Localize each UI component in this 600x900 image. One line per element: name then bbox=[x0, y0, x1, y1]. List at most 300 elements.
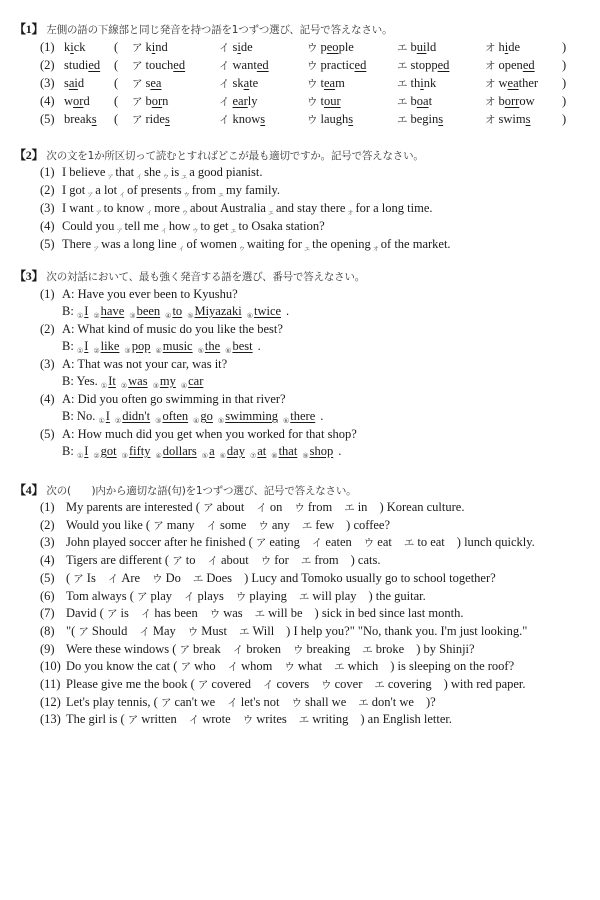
underlined-part: ui bbox=[416, 40, 427, 54]
option-label: ア bbox=[172, 555, 183, 567]
word: a bbox=[209, 444, 215, 458]
option-label: ウ bbox=[260, 555, 272, 567]
option-word: think bbox=[410, 76, 437, 90]
sentence-segment: waiting for bbox=[246, 237, 303, 251]
option-label: エ bbox=[301, 520, 313, 532]
option-text: which bbox=[347, 659, 379, 673]
question-row bbox=[0, 498, 600, 516]
sentence-segment: my family. bbox=[226, 183, 281, 197]
section-number: 【2】 bbox=[14, 148, 44, 162]
answer-option bbox=[219, 110, 265, 129]
sentence-after: )? bbox=[425, 695, 436, 709]
dialog-line-b bbox=[0, 372, 600, 390]
question-row bbox=[0, 181, 600, 199]
option-label: ア bbox=[153, 520, 164, 532]
numbered-word bbox=[153, 374, 176, 388]
word-number: ⑥ bbox=[246, 312, 253, 320]
question-row bbox=[0, 675, 600, 693]
answer-option bbox=[132, 38, 168, 57]
sentence-end: . bbox=[257, 339, 261, 353]
option-label: ウ bbox=[293, 644, 304, 656]
option-text: broken bbox=[246, 642, 282, 656]
numbered-word bbox=[247, 304, 281, 318]
option-text: eating bbox=[269, 535, 300, 549]
question-row bbox=[0, 622, 600, 640]
word-number: ⑥ bbox=[282, 417, 290, 425]
option-label: ウ bbox=[235, 591, 247, 603]
word-number: ④ bbox=[180, 382, 188, 390]
numbered-word bbox=[77, 339, 88, 353]
option-word: touched bbox=[145, 58, 186, 72]
question-number: (6) bbox=[40, 589, 55, 603]
answer-option bbox=[404, 535, 445, 549]
option-text: for bbox=[274, 553, 289, 567]
sentence-before: David ( bbox=[66, 606, 107, 620]
answer-option bbox=[193, 571, 232, 585]
speaker-a-text: A: That was not your car, was it? bbox=[62, 357, 228, 371]
underlined-part: ed bbox=[437, 58, 450, 72]
sentence-segment: of women bbox=[186, 237, 237, 251]
numbered-word bbox=[129, 304, 160, 318]
option-text: plays bbox=[197, 589, 224, 603]
numbered-word bbox=[77, 304, 88, 318]
sentence-after: ) is sleeping on the roof? bbox=[390, 659, 515, 673]
word-number: ⑥ bbox=[225, 347, 232, 355]
word: day bbox=[226, 444, 245, 458]
numbered-word bbox=[155, 444, 196, 458]
question-row bbox=[0, 587, 600, 605]
answer-option bbox=[261, 553, 289, 567]
sentence-segment: to get bbox=[200, 219, 229, 233]
answer-option bbox=[364, 535, 392, 549]
word-number: ③ bbox=[124, 347, 131, 355]
underlined-part: s bbox=[91, 112, 97, 126]
answer-option bbox=[293, 642, 350, 656]
dialog-line-b bbox=[0, 337, 600, 355]
word-number: ② bbox=[114, 417, 122, 425]
answer-option bbox=[397, 74, 436, 93]
break-marker: ア bbox=[95, 210, 102, 217]
option-word: people bbox=[320, 40, 354, 54]
word-number: ② bbox=[93, 452, 100, 460]
option-label: ア bbox=[106, 608, 118, 620]
option-text: break bbox=[193, 642, 221, 656]
answer-option bbox=[294, 500, 332, 514]
option-text: will play bbox=[312, 589, 357, 603]
speaker-b-prefix: B: Yes. bbox=[62, 374, 101, 388]
sentence-segment: I want bbox=[62, 201, 94, 215]
sentence-segment: of presents bbox=[127, 183, 182, 197]
sentence-segment: and stay there bbox=[276, 201, 346, 215]
sentence bbox=[66, 498, 464, 517]
word: fifty bbox=[128, 444, 151, 458]
answer-option bbox=[139, 624, 175, 638]
option-text: to bbox=[185, 553, 196, 567]
section-2-heading bbox=[14, 146, 424, 163]
numbered-word bbox=[250, 444, 266, 458]
option-text: to eat bbox=[417, 535, 445, 549]
dialog-line-a bbox=[0, 320, 600, 338]
sentence-segment: tell me bbox=[124, 219, 159, 233]
sentence-after: ) with red paper. bbox=[443, 677, 526, 691]
word: twice bbox=[253, 304, 282, 318]
option-word: side bbox=[232, 40, 253, 54]
word-number: ④ bbox=[165, 312, 172, 320]
answer-option bbox=[152, 571, 181, 585]
option-text: what bbox=[297, 659, 323, 673]
close-paren: ) bbox=[562, 58, 567, 72]
speaker-b-prefix: B: bbox=[62, 304, 77, 318]
numbered-word bbox=[218, 409, 278, 423]
question-number: (2) bbox=[40, 518, 55, 532]
word: didn't bbox=[122, 409, 151, 423]
option-word: weather bbox=[498, 76, 539, 90]
dialog-line-a bbox=[0, 390, 600, 408]
break-marker: ウ bbox=[183, 192, 190, 199]
answer-option bbox=[203, 500, 244, 514]
question-number: (4) bbox=[40, 94, 55, 108]
word-number: ② bbox=[93, 347, 100, 355]
underlined-part: or bbox=[151, 94, 163, 108]
answer-option bbox=[307, 92, 341, 111]
word-number: ① bbox=[98, 417, 105, 425]
option-text: let's not bbox=[240, 695, 280, 709]
word-number: ① bbox=[76, 452, 84, 460]
answer-option bbox=[78, 624, 127, 638]
option-text: covered bbox=[211, 677, 251, 691]
word: have bbox=[100, 304, 125, 318]
option-text: few bbox=[315, 518, 335, 532]
question-number: (1) bbox=[40, 40, 55, 54]
word-number: ⑨ bbox=[302, 452, 309, 460]
question-row bbox=[0, 569, 600, 587]
sentence-segment: she bbox=[144, 165, 161, 179]
answer-option bbox=[334, 659, 378, 673]
numbered-word bbox=[271, 444, 297, 458]
sentence-segment: from bbox=[191, 183, 216, 197]
sentence-after: ) by Shinji? bbox=[416, 642, 475, 656]
option-label: ア bbox=[132, 60, 143, 72]
option-label: エ bbox=[397, 114, 408, 126]
break-marker: イ bbox=[136, 174, 143, 181]
option-label: エ bbox=[300, 555, 312, 567]
word-number: ③ bbox=[129, 312, 136, 320]
sentence-end: . bbox=[286, 304, 290, 318]
answer-option bbox=[312, 535, 352, 549]
answer-option bbox=[132, 110, 170, 129]
option-label: イ bbox=[256, 502, 267, 514]
underlined-part: s bbox=[438, 112, 444, 126]
answer-option bbox=[258, 518, 290, 532]
question-row bbox=[0, 551, 600, 569]
option-label: エ bbox=[298, 714, 310, 726]
option-text: eaten bbox=[325, 535, 352, 549]
option-label: エ bbox=[238, 626, 250, 638]
option-text: wrote bbox=[202, 712, 231, 726]
answer-option bbox=[344, 500, 367, 514]
option-label: ア bbox=[132, 78, 143, 90]
question-number: (3) bbox=[40, 535, 55, 549]
option-word: swims bbox=[498, 112, 531, 126]
option-label: ウ bbox=[209, 608, 221, 620]
sentence-before: "( bbox=[66, 624, 79, 638]
underlined-part: ed bbox=[88, 58, 101, 72]
underlined-part: i bbox=[504, 40, 509, 54]
question-row bbox=[0, 74, 600, 92]
answer-option bbox=[181, 659, 216, 673]
underlined-part: eo bbox=[326, 40, 339, 54]
word: often bbox=[162, 409, 189, 423]
speaker-a-text: A: Have you ever been to Kyushu? bbox=[62, 287, 238, 301]
speaker-a-text: A: What kind of music do you like the best? bbox=[62, 322, 283, 336]
underlined-part: i bbox=[237, 40, 241, 54]
underlined-part: ed bbox=[522, 58, 535, 72]
answer-option bbox=[233, 642, 281, 656]
answer-option bbox=[255, 606, 303, 620]
option-label: ア bbox=[203, 502, 214, 514]
option-label: オ bbox=[485, 114, 496, 126]
question-row bbox=[0, 657, 600, 675]
answer-option bbox=[397, 92, 432, 111]
option-label: イ bbox=[227, 697, 238, 709]
sentence bbox=[66, 675, 526, 694]
option-label: ウ bbox=[307, 42, 318, 54]
answer-option bbox=[485, 92, 535, 111]
numbered-word bbox=[121, 374, 148, 388]
word-number: ⑦ bbox=[249, 452, 257, 460]
question-number: (4) bbox=[40, 392, 55, 406]
underlined-part: s bbox=[164, 112, 170, 126]
numbered-word bbox=[187, 304, 242, 318]
option-label: ウ bbox=[307, 114, 318, 126]
answer-option bbox=[374, 677, 431, 691]
option-text: covers bbox=[276, 677, 310, 691]
word-number: ⑤ bbox=[217, 417, 225, 425]
break-marker: イ bbox=[146, 210, 153, 217]
word: I bbox=[84, 444, 89, 458]
answer-option bbox=[362, 642, 404, 656]
option-label: ア bbox=[132, 114, 143, 126]
option-word: build bbox=[410, 40, 437, 54]
answer-option bbox=[256, 500, 282, 514]
answer-option bbox=[397, 38, 436, 57]
numbered-word bbox=[198, 339, 221, 353]
word: best bbox=[232, 339, 253, 353]
sentence-before: John played soccer after he finished ( bbox=[66, 535, 256, 549]
option-label: イ bbox=[311, 537, 323, 549]
option-text: Does bbox=[206, 571, 233, 585]
speaker-a-text: A: How much did you get when you worked for that shop? bbox=[62, 427, 357, 441]
dialog-line-a bbox=[0, 425, 600, 443]
option-word: opened bbox=[498, 58, 535, 72]
answer-option bbox=[284, 659, 322, 673]
sentence-segment: There bbox=[62, 237, 92, 251]
answer-option bbox=[302, 518, 334, 532]
sentence-segment: of the market. bbox=[380, 237, 451, 251]
question-number: (5) bbox=[40, 427, 55, 441]
question-number: (5) bbox=[40, 237, 55, 251]
sentence bbox=[66, 622, 527, 641]
option-label: ア bbox=[160, 697, 172, 709]
close-paren: ) bbox=[562, 76, 567, 90]
question-number: (8) bbox=[40, 624, 55, 638]
answer-option bbox=[172, 553, 195, 567]
question-row bbox=[0, 38, 600, 56]
sentence-segment: was a long line bbox=[101, 237, 177, 251]
break-marker: エ bbox=[218, 192, 225, 199]
option-text: written bbox=[141, 712, 177, 726]
option-label: イ bbox=[219, 78, 230, 90]
break-marker: ウ bbox=[162, 174, 169, 181]
sentence bbox=[66, 569, 496, 588]
underlined-part: ai bbox=[68, 76, 78, 90]
numbered-word bbox=[93, 339, 119, 353]
option-label: イ bbox=[219, 114, 230, 126]
option-text: from bbox=[314, 553, 339, 567]
break-marker: イ bbox=[178, 246, 185, 253]
speaker-b-prefix: B: bbox=[62, 444, 77, 458]
close-paren: ) bbox=[562, 112, 567, 126]
target-word: word bbox=[64, 94, 90, 108]
sentence-after: ) Lucy and Tomoko usually go to school together? bbox=[244, 571, 496, 585]
option-label: エ bbox=[344, 502, 355, 514]
underlined-part: or bbox=[73, 94, 84, 108]
option-label: イ bbox=[206, 520, 217, 532]
word: was bbox=[128, 374, 148, 388]
option-text: from bbox=[307, 500, 333, 514]
option-label: オ bbox=[485, 60, 496, 72]
dialog-line-b bbox=[0, 302, 600, 320]
answer-option bbox=[299, 589, 357, 603]
word-number: ⑤ bbox=[187, 312, 194, 320]
word-number: ⑤ bbox=[201, 452, 209, 460]
option-text: May bbox=[152, 624, 176, 638]
underlined-part: ear bbox=[232, 94, 248, 108]
underlined-part: ea bbox=[323, 76, 336, 90]
option-label: エ bbox=[298, 591, 310, 603]
option-word: wanted bbox=[232, 58, 269, 72]
sentence-segment: more bbox=[154, 201, 180, 215]
question-row bbox=[0, 235, 600, 253]
option-text: cover bbox=[334, 677, 363, 691]
numbered-word bbox=[115, 409, 150, 423]
section-1-heading bbox=[14, 20, 392, 37]
break-marker: ウ bbox=[181, 210, 188, 217]
word: the bbox=[204, 339, 221, 353]
sentence-segment: that bbox=[115, 165, 135, 179]
sentence-before: Tom always ( bbox=[66, 589, 137, 603]
option-label: ア bbox=[73, 573, 84, 585]
option-label: ア bbox=[180, 661, 192, 673]
break-marker: ア bbox=[93, 246, 100, 253]
option-label: エ bbox=[254, 608, 266, 620]
word-number: ① bbox=[100, 382, 108, 390]
word: swimming bbox=[225, 409, 278, 423]
option-label: ア bbox=[132, 42, 143, 54]
sentence-before: Let's play tennis, ( bbox=[66, 695, 161, 709]
option-text: was bbox=[223, 606, 243, 620]
option-word: boat bbox=[410, 94, 433, 108]
numbered-word bbox=[302, 444, 333, 458]
answer-option bbox=[485, 56, 535, 75]
option-word: kind bbox=[145, 40, 168, 54]
option-label: ウ bbox=[307, 96, 318, 108]
numbered-word bbox=[283, 409, 315, 423]
word-number: ③ bbox=[155, 417, 162, 425]
option-text: about bbox=[220, 553, 249, 567]
answer-option bbox=[227, 695, 279, 709]
answer-option bbox=[299, 712, 349, 726]
word: at bbox=[257, 444, 267, 458]
sentence-end: . bbox=[320, 409, 324, 423]
option-text: who bbox=[194, 659, 216, 673]
numbered-word bbox=[98, 409, 109, 423]
sentence-segment: to Osaka station? bbox=[238, 219, 325, 233]
answer-option bbox=[485, 74, 538, 93]
option-text: any bbox=[271, 518, 290, 532]
question-number: (3) bbox=[40, 76, 55, 90]
option-label: イ bbox=[227, 661, 239, 673]
option-label: ウ bbox=[321, 679, 332, 691]
open-paren: ( bbox=[114, 58, 119, 72]
sentence-before: ( bbox=[66, 571, 74, 585]
word-number: ⑤ bbox=[197, 347, 204, 355]
question-number: (2) bbox=[40, 183, 55, 197]
sentence bbox=[66, 551, 381, 570]
option-text: in bbox=[357, 500, 368, 514]
close-paren: ) bbox=[562, 40, 567, 54]
option-label: ア bbox=[136, 591, 148, 603]
answer-option bbox=[485, 110, 530, 129]
break-marker: エ bbox=[230, 228, 237, 235]
question-row bbox=[0, 516, 600, 534]
option-text: Are bbox=[121, 571, 141, 585]
numbered-word bbox=[93, 304, 124, 318]
question-number: (2) bbox=[40, 322, 55, 336]
option-label: イ bbox=[219, 42, 230, 54]
word: car bbox=[188, 374, 204, 388]
answer-option bbox=[206, 518, 246, 532]
answer-option bbox=[219, 74, 258, 93]
option-label: オ bbox=[485, 96, 496, 108]
option-text: Is bbox=[86, 571, 96, 585]
open-paren: ( bbox=[114, 94, 119, 108]
option-text: broke bbox=[375, 642, 405, 656]
sentence-before: Would you like ( bbox=[66, 518, 154, 532]
break-marker: ア bbox=[87, 192, 94, 199]
option-text: eat bbox=[377, 535, 392, 549]
answer-option bbox=[180, 642, 221, 656]
option-label: ウ bbox=[258, 520, 269, 532]
question-number: (10) bbox=[40, 659, 61, 673]
numbered-word bbox=[155, 339, 192, 353]
answer-option bbox=[198, 677, 251, 691]
option-label: イ bbox=[207, 555, 218, 567]
option-label: エ bbox=[192, 573, 204, 585]
question-number: (1) bbox=[40, 500, 55, 514]
open-paren: ( bbox=[114, 76, 119, 90]
option-label: ア bbox=[132, 96, 143, 108]
dialog-line-b bbox=[0, 442, 600, 460]
option-label: ウ bbox=[187, 626, 199, 638]
option-text: whom bbox=[241, 659, 273, 673]
option-word: rides bbox=[145, 112, 170, 126]
option-label: ア bbox=[127, 714, 139, 726]
answer-option bbox=[307, 56, 366, 75]
word-number: ② bbox=[120, 382, 128, 390]
word: music bbox=[162, 339, 193, 353]
sentence-segment: I got bbox=[62, 183, 86, 197]
